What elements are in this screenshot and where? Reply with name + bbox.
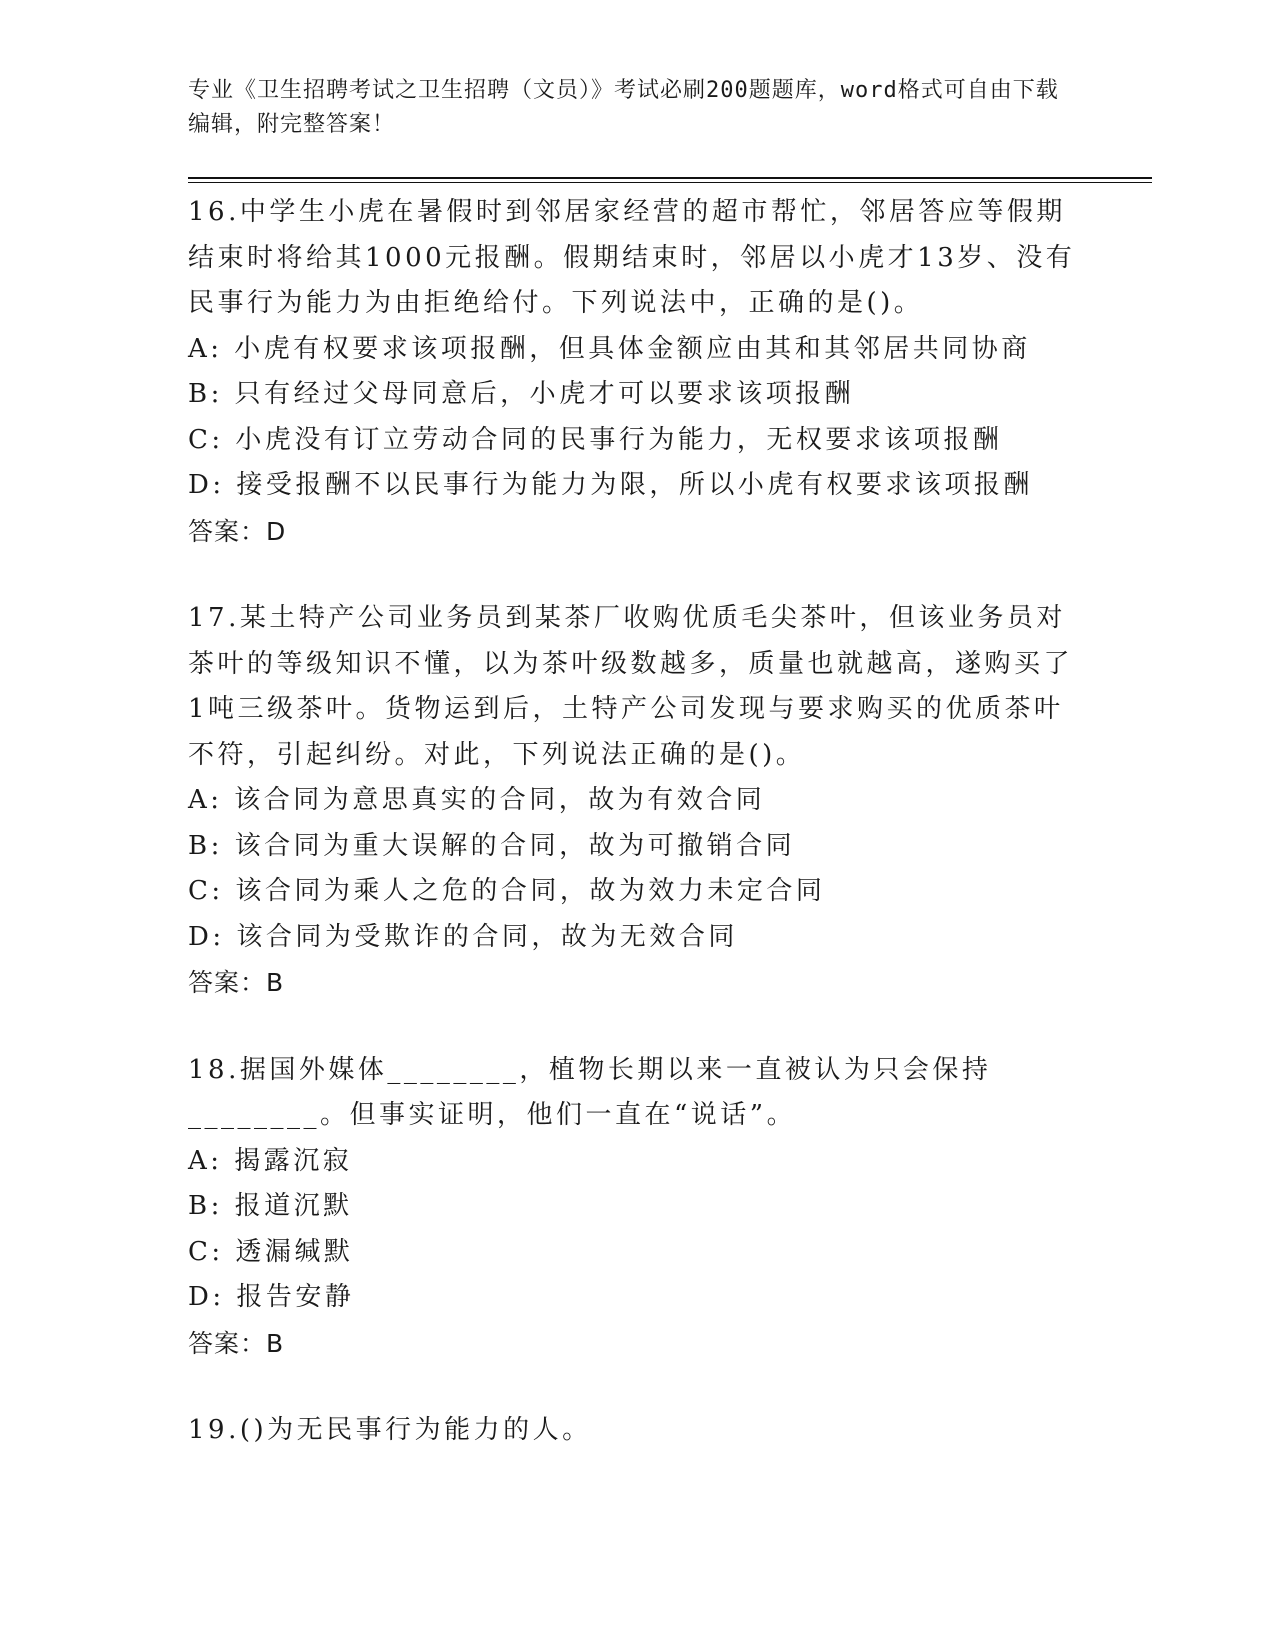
option-b: B: 该合同为重大误解的合同，故为可撤销合同 — [188, 830, 796, 861]
question-stem: 18.据国外媒体________，植物长期以来一直被认为只会保持________。但事实证明，他们一直在“说话”。 — [188, 1054, 992, 1130]
header-intro-text: 专业《卫生招聘考试之卫生招聘（文员）》考试必刷200题题库，word格式可自由下载编辑，附完整答案！ — [188, 78, 1059, 137]
option-a: A: 该合同为意思真实的合同，故为有效合同 — [188, 785, 766, 815]
option-b: B: 只有经过父母同意后，小虎才可以要求该项报酬 — [188, 379, 855, 409]
header-divider-thin — [188, 182, 1152, 183]
option-d: D: 报告安静 — [188, 1282, 355, 1312]
question-16 — [188, 190, 1088, 554]
answer-label: 答案：D — [188, 516, 287, 546]
answer-label: 答案：B — [188, 1328, 285, 1358]
option-c: C: 该合同为乘人之危的合同，故为效力未定合同 — [188, 876, 826, 906]
header-divider-thick — [188, 177, 1152, 179]
option-a: A: 揭露沉寂 — [188, 1145, 353, 1176]
question-stem: 19.()为无民事行为能力的人。 — [188, 1415, 592, 1445]
option-b: B: 报道沉默 — [188, 1191, 353, 1221]
question-18 — [188, 1048, 1088, 1367]
question-stem: 16.中学生小虎在暑假时到邻居家经营的超市帮忙，邻居答应等假期结束时将给其1000元报酬。假期结束时，邻居以小虎才13岁、没有民事行为能力为由拒绝给付。下列说法中，正确的是()。 — [188, 197, 1076, 318]
answer-label: 答案：B — [188, 968, 285, 997]
question-19 — [188, 1408, 1088, 1454]
question-list — [188, 190, 1088, 1496]
question-17 — [188, 596, 1088, 1006]
option-c: C: 透漏缄默 — [188, 1236, 354, 1267]
option-c: C: 小虎没有订立劳动合同的民事行为能力，无权要求该项报酬 — [188, 424, 1003, 455]
option-a: A: 小虎有权要求该项报酬，但具体金额应由其和其邻居共同协商 — [188, 333, 1031, 364]
question-stem: 17.某土特产公司业务员到某茶厂收购优质毛尖茶叶，但该业务员对茶叶的等级知识不懂，以为茶叶级数越多，质量也就越高，遂购买了1吨三级茶叶。货物运到后，土特产公司发现与要求购买的优质茶叶不符，引起纠纷。对此，下列说法正确的是()。 — [188, 603, 1074, 770]
document-header — [188, 74, 1068, 142]
option-d: D: 接受报酬不以民事行为能力为限，所以小虎有权要求该项报酬 — [188, 470, 1033, 500]
option-d: D: 该合同为受欺诈的合同，故为无效合同 — [188, 921, 738, 952]
